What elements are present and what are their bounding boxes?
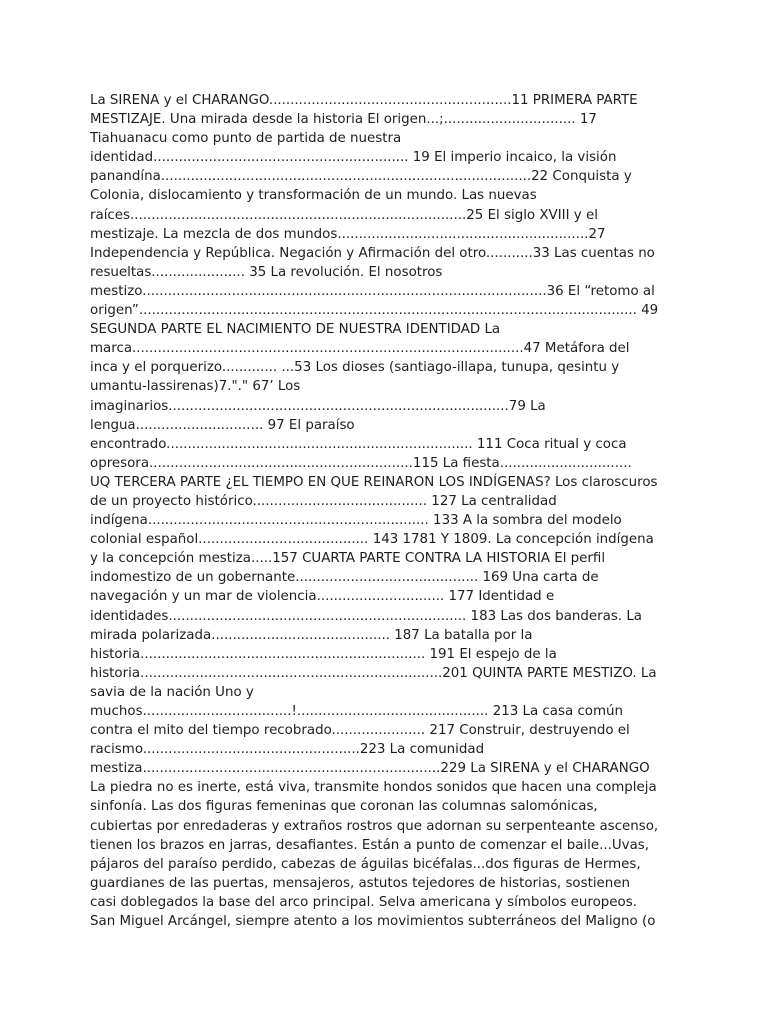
text-line: umantu-lassirenas)7."." 67’ Los <box>90 379 301 395</box>
text-line: inca y el porquerizo............. ...53 Los dioses (santiago-illapa, tunupa, qesintu y <box>90 360 620 376</box>
document-page <box>90 91 680 931</box>
text-line: lengua.............................. 97 El paraíso <box>90 417 355 433</box>
text-line: panandína.......................................................................................22 Conquista y <box>90 169 632 185</box>
text-line: muchos...................................!............................................. 213 La casa común <box>90 704 624 719</box>
text-line: mestizaje. La mezcla de dos mundos...........................................................27 <box>90 226 606 242</box>
text-line: historia.......................................................................201 QUINTA PARTE MESTIZO. La <box>90 665 657 681</box>
text-line: La piedra no es inerte, está viva, transmite hondos sonidos que hacen una compleja <box>90 780 657 796</box>
text-line: encontrado........................................................................ 111 Coca ritual y coca <box>90 436 627 452</box>
text-line: imaginarios................................................................................79 La <box>90 398 546 414</box>
text-line: historia................................................................... 191 El espejo de la <box>90 646 557 662</box>
text-line: San Miguel Arcángel, siempre atento a los movimientos subterráneos del Maligno (o <box>90 914 656 930</box>
text-line: cubiertas por enredaderas y extraños rostros que adornan su serpenteante ascenso, <box>90 818 659 834</box>
text-line: Colonia, dislocamiento y transformación de un mundo. Las nuevas <box>90 188 537 204</box>
text-line: Tiahuanacu como punto de partida de nuestra <box>90 131 402 147</box>
text-line: origen”..................................................................................................................... 49 <box>90 303 659 319</box>
text-line: opresora..............................................................115 La fiesta............................... <box>90 455 632 471</box>
text-line: resueltas...................... 35 La revolución. El nosotros <box>90 264 443 280</box>
text-line: identidades...................................................................... 183 Las dos banderas. La <box>90 608 642 624</box>
text-line: racismo...................................................223 La comunidad <box>90 742 485 758</box>
text-line: de un proyecto histórico......................................... 127 La centralidad <box>90 493 557 509</box>
text-line: SEGUNDA PARTE EL NACIMIENTO DE NUESTRA IDENTIDAD La <box>90 322 501 338</box>
text-line: colonial español........................................ 143 1781 Y 1809. La concepción indígena <box>90 532 654 548</box>
text-line: y la concepción mestiza.....157 CUARTA PARTE CONTRA LA HISTORIA El perfil <box>90 551 606 567</box>
text-line: guardianes de las puertas, mensajeros, astutos tejedores de historias, sostienen <box>90 875 631 891</box>
text-line: identidad............................................................ 19 El imperio incaico, la visión <box>90 150 617 166</box>
text-line: mirada polarizada.......................................... 187 La batalla por la <box>90 627 533 643</box>
text-line: contra el mito del tiempo recobrado...................... 217 Construir, destruyendo el <box>90 723 630 739</box>
text-line: mestiza......................................................................229 La SIRENA y el CHARANGO <box>90 761 650 777</box>
text-line: tienen los brazos en jarras, desafiantes. Están a punto de comenzar el baile...Uvas, <box>90 837 650 853</box>
text-line: indígena.................................................................. 133 A la sombra del modelo <box>90 513 622 529</box>
text-line: indomestizo de un gobernante........................................... 169 Una carta de <box>90 570 599 586</box>
text-line: mestizo...............................................................................................36 El “retomo al <box>90 283 655 299</box>
text-line: marca............................................................................................47 Metáfora del <box>90 341 630 357</box>
text-line: savia de la nación Uno y <box>90 684 254 700</box>
text-line: Independencia y República. Negación y Afirmación del otro...........33 Las cuentas no <box>90 245 655 261</box>
text-line: La SIRENA y el CHARANGO.........................................................11 PRIMERA PARTE <box>90 93 638 108</box>
text-line: raíces...............................................................................25 El siglo XVIII y el <box>90 207 598 223</box>
text-line: MESTIZAJE. Una mirada desde la historia El origen...;............................... 17 <box>90 112 597 128</box>
text-line: UQ TERCERA PARTE ¿EL TIEMPO EN QUE REINARON LOS INDÍGENAS? Los claroscuros <box>90 474 658 490</box>
text-line: casi doblegados la base del arco principal. Selva americana y símbolos europeos. <box>90 894 637 910</box>
text-line: sinfonía. Las dos figuras femeninas que coronan las columnas salomónicas, <box>90 799 598 815</box>
text-line: navegación y un mar de violencia.............................. 177 Identidad e <box>90 589 555 605</box>
text-line: pájaros del paraíso perdido, cabezas de águilas bicéfalas...dos figuras de Hermes, <box>90 856 641 872</box>
